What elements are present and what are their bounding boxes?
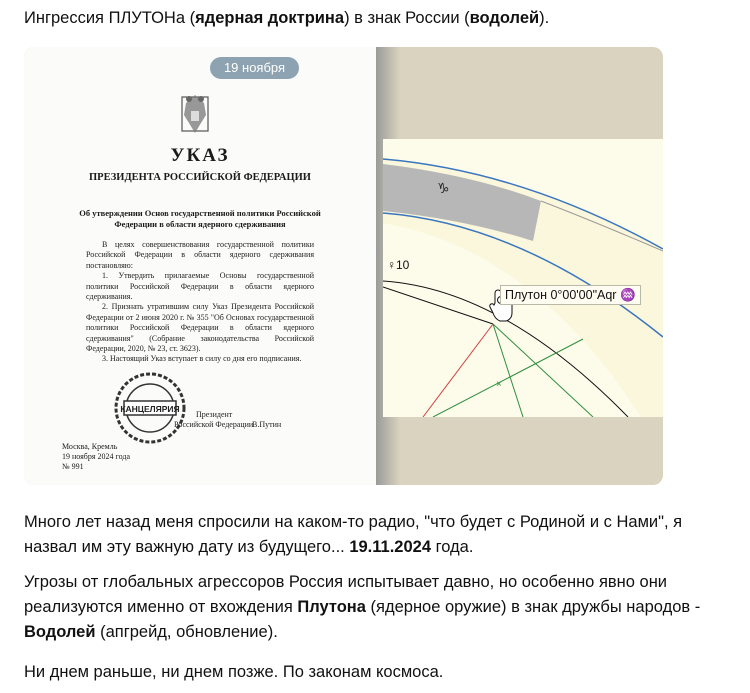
decree-document <box>24 47 376 485</box>
post-paragraph-1: Ингрессия ПЛУТОНа (ядерная доктрина) в знак России (водолей). <box>24 9 550 27</box>
post-image[interactable] <box>24 47 663 485</box>
signature-name: В.Путин <box>252 420 282 429</box>
astro-chart <box>383 139 663 417</box>
decree-place-date: Москва, Кремль 19 ноября 2024 года № 991 <box>62 442 131 471</box>
pluto-tooltip: Плутон 0°00'00"Aqr ♒ <box>500 285 641 305</box>
date-badge: 19 ноября <box>210 57 299 79</box>
post-paragraph-4: Ни днем раньше, ни днем позже. По законам космоса. <box>24 663 444 681</box>
decree-title: УКАЗ <box>170 145 230 166</box>
coat-of-arms-icon <box>174 89 216 139</box>
stamp-seal-icon <box>112 370 188 446</box>
decree-body: В целях совершенствования государственной политики Российской Федерации в области ядерного сдерживания постановляю: 1. Утвердить прилагаемые Основы государственной политики Российской Федерации в области ядерного сдерживания. 2. Признать утратившим силу Указ Президента Российской Федерации от 2 июня 2020 г. № 355 "Об Основах государственной политики Российской Федерации в области ядерного сдерживания" (Собрание законодательства Российской Федерации, 2020, № 23, ст. 3623). 3. Настоящий Указ вступает в силу со дня его подписания. <box>86 240 314 364</box>
signature-role: Президент Российской Федерации <box>174 410 254 429</box>
sign-glyph: ♑ <box>437 180 450 196</box>
aspect-marker: × <box>496 379 502 390</box>
decree-subtitle: ПРЕЗИДЕНТА РОССИЙСКОЙ ФЕДЕРАЦИИ <box>89 172 311 183</box>
decree-about: Об утверждении Основ государственной политики Российской Федерации в области ядерного сдерживания <box>79 208 321 229</box>
astro-chart-svg <box>383 139 663 417</box>
post-paragraph-3: Угрозы от глобальных агрессоров Россия испытывает давно, но особенно явно они реализуются именно от вхождения Плутона (ядерное оружие) в знак дружбы народов - Водолей (апгрейд, обновление). <box>24 573 701 641</box>
post-paragraph-2: Много лет назад меня спросили на каком-то радио, "что будет с Родиной и с Нами", я назвал им эту важную дату из будущего... 19.11.2024 года. <box>24 513 683 556</box>
venus-label: ♀10 <box>387 258 410 272</box>
stamp-text: КАНЦЕЛЯРИЯ <box>120 404 180 414</box>
